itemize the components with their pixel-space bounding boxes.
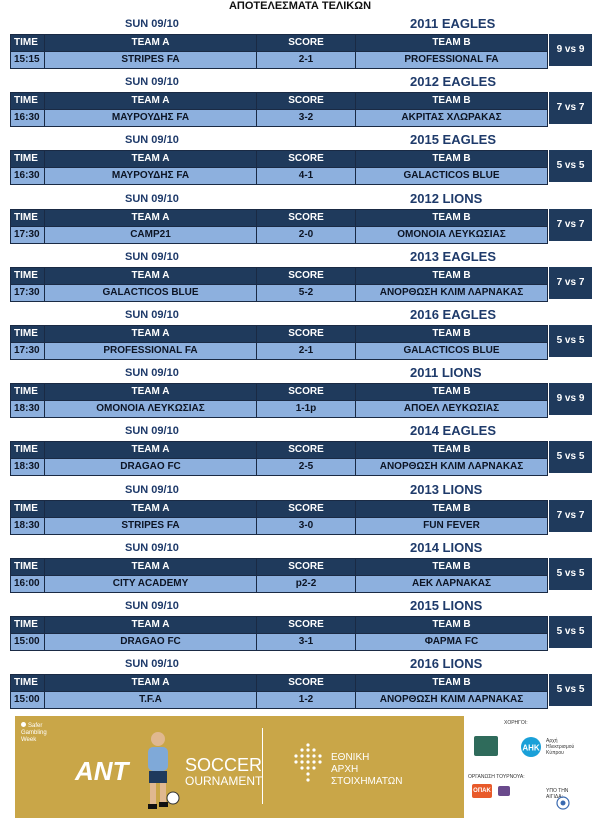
col-team-a-header: TEAM A (45, 93, 257, 110)
sponsors-panel (464, 716, 582, 818)
soccer-player-icon (135, 730, 181, 814)
col-team-b-header: TEAM B (356, 501, 548, 518)
match-category: 2015 LIONS (410, 598, 483, 613)
match-table (10, 616, 548, 651)
match-header (10, 17, 592, 31)
col-time-header: TIME (11, 617, 45, 634)
match-time: 18:30 (11, 401, 45, 418)
match-date: SUN 09/10 (125, 425, 179, 437)
match-category: 2016 LIONS (410, 656, 483, 671)
team-b: ΑΝΟΡΘΩΣΗ ΚΛΙΜ ΛΑΡΝΑΚΑΣ (356, 692, 548, 709)
team-a: ΜΑΥΡΟΥΔΗΣ FA (45, 168, 257, 185)
match-block (10, 191, 592, 241)
match-category: 2013 LIONS (410, 482, 483, 497)
col-team-a-header: TEAM A (45, 210, 257, 227)
match-date: SUN 09/10 (125, 18, 179, 30)
team-a: T.F.A (45, 692, 257, 709)
col-team-b-header: TEAM B (356, 384, 548, 401)
table-header-row (11, 93, 548, 110)
match-time: 18:30 (11, 459, 45, 476)
ahk-logo-icon (520, 736, 542, 758)
match-date: SUN 09/10 (125, 367, 179, 379)
match-header (10, 424, 592, 438)
match-header (10, 483, 592, 497)
col-time-header: TIME (11, 442, 45, 459)
col-team-a-header: TEAM A (45, 559, 257, 576)
match-header (10, 133, 592, 147)
match-format: 7 vs 7 (549, 267, 592, 299)
eaa-logo-icon (290, 742, 326, 786)
match-table (10, 325, 548, 360)
match-block (10, 598, 592, 648)
match-block (10, 423, 592, 473)
match-table (10, 500, 548, 535)
team-b: ΦΑΡΜΑ FC (356, 634, 548, 651)
col-team-b-header: TEAM B (356, 268, 548, 285)
table-header-row (11, 501, 548, 518)
table-row (11, 52, 548, 69)
table-row (11, 459, 548, 476)
match-header (10, 75, 592, 89)
table-row (11, 285, 548, 302)
anti-logo-text: ANT (75, 756, 129, 786)
col-time-header: TIME (11, 384, 45, 401)
team-b: ΟΜΟΝΟΙΑ ΛΕΥΚΩΣΙΑΣ (356, 227, 548, 244)
col-time-header: TIME (11, 559, 45, 576)
table-row (11, 168, 548, 185)
table-header-row (11, 35, 548, 52)
match-score: 2-5 (257, 459, 356, 476)
col-team-b-header: TEAM B (356, 210, 548, 227)
match-header (10, 657, 592, 671)
col-score-header: SCORE (257, 93, 356, 110)
match-format: 7 vs 7 (549, 209, 592, 241)
table-row (11, 401, 548, 418)
match-time: 16:30 (11, 168, 45, 185)
match-block (10, 656, 592, 706)
eaa-line-3: ΣΤΟΙΧΗΜΑΤΩΝ (331, 776, 403, 787)
match-score: 1-2 (257, 692, 356, 709)
match-block (10, 540, 592, 590)
ahk-line-1: Αρχή (546, 738, 558, 744)
col-score-header: SCORE (257, 151, 356, 168)
match-time: 17:30 (11, 227, 45, 244)
col-team-b-header: TEAM B (356, 35, 548, 52)
match-format: 5 vs 5 (549, 674, 592, 706)
match-score: 2-1 (257, 52, 356, 69)
opak-logo: ΟΠΑΚ (472, 784, 492, 798)
footer-banner (15, 716, 582, 818)
match-score: 5-2 (257, 285, 356, 302)
organizer-logo-2 (498, 786, 510, 796)
col-score-header: SCORE (257, 326, 356, 343)
match-score: p2-2 (257, 576, 356, 593)
team-b: ΑΠΟΕΛ ΛΕΥΚΩΣΙΑΣ (356, 401, 548, 418)
col-team-a-header: TEAM A (45, 151, 257, 168)
match-score: 3-0 (257, 518, 356, 535)
col-score-header: SCORE (257, 35, 356, 52)
team-b: ΑΚΡΙΤΑΣ ΧΛΩΡΑΚΑΣ (356, 110, 548, 127)
team-b: PROFESSIONAL FA (356, 52, 548, 69)
eaa-line-1: ΕΘΝΙΚΗ (331, 752, 370, 763)
svg-text:ΑΗΚ: ΑΗΚ (522, 743, 540, 753)
patronage-emblem-icon (556, 796, 570, 810)
organizer-label: ΟΡΓΑΝΩΣΗ ΤΟΥΡΝΟΥΑ: (468, 774, 525, 780)
safer-gambling-icon (21, 722, 26, 727)
team-a: GALACTICOS BLUE (45, 285, 257, 302)
match-time: 16:00 (11, 576, 45, 593)
safer-gambling-text: Safer Gambling Week (21, 723, 47, 743)
table-header-row (11, 617, 548, 634)
table-row (11, 343, 548, 360)
team-b: ΑΝΟΡΘΩΣΗ ΚΛΙΜ ΛΑΡΝΑΚΑΣ (356, 459, 548, 476)
table-row (11, 576, 548, 593)
team-b: GALACTICOS BLUE (356, 343, 548, 360)
team-a: STRIPES FA (45, 52, 257, 69)
match-category: 2011 EAGLES (410, 16, 496, 31)
col-team-b-header: TEAM B (356, 151, 548, 168)
col-team-b-header: TEAM B (356, 559, 548, 576)
sponsors-label: ΧΟΡΗΓΟΙ: (504, 720, 528, 726)
match-table (10, 92, 548, 127)
team-b: ΑΝΟΡΘΩΣΗ ΚΛΙΜ ΛΑΡΝΑΚΑΣ (356, 285, 548, 302)
col-team-a-header: TEAM A (45, 617, 257, 634)
table-row (11, 227, 548, 244)
match-time: 16:30 (11, 110, 45, 127)
table-header-row (11, 326, 548, 343)
table-header-row (11, 442, 548, 459)
ahk-line-3: Κύπρου (546, 750, 564, 756)
match-time: 15:00 (11, 634, 45, 651)
team-b: ΑΕΚ ΛΑΡΝΑΚΑΣ (356, 576, 548, 593)
match-category: 2012 EAGLES (410, 74, 496, 89)
match-block (10, 132, 592, 182)
match-category: 2013 EAGLES (410, 249, 496, 264)
match-date: SUN 09/10 (125, 600, 179, 612)
team-a: PROFESSIONAL FA (45, 343, 257, 360)
match-header (10, 192, 592, 206)
match-date: SUN 09/10 (125, 484, 179, 496)
col-team-a-header: TEAM A (45, 384, 257, 401)
soccer-word: SOCCER (185, 755, 263, 775)
col-score-header: SCORE (257, 210, 356, 227)
col-time-header: TIME (11, 93, 45, 110)
col-score-header: SCORE (257, 617, 356, 634)
match-category: 2012 LIONS (410, 191, 483, 206)
match-block (10, 482, 592, 532)
match-header (10, 541, 592, 555)
match-table (10, 34, 548, 69)
col-team-b-header: TEAM B (356, 675, 548, 692)
match-format: 9 vs 9 (549, 383, 592, 415)
table-header-row (11, 210, 548, 227)
match-table (10, 558, 548, 593)
match-time: 15:00 (11, 692, 45, 709)
table-header-row (11, 151, 548, 168)
table-header-row (11, 559, 548, 576)
match-time: 17:30 (11, 343, 45, 360)
match-score: 3-2 (257, 110, 356, 127)
col-team-a-header: TEAM A (45, 268, 257, 285)
match-block (10, 307, 592, 357)
match-time: 17:30 (11, 285, 45, 302)
col-team-a-header: TEAM A (45, 442, 257, 459)
safer-gambling-badge (21, 722, 61, 744)
col-team-a-header: TEAM A (45, 326, 257, 343)
col-score-header: SCORE (257, 268, 356, 285)
ahk-name (546, 738, 574, 756)
match-category: 2014 EAGLES (410, 423, 496, 438)
tournament-word: OURNAMENT (185, 774, 263, 788)
col-team-a-header: TEAM A (45, 501, 257, 518)
col-score-header: SCORE (257, 442, 356, 459)
col-score-header: SCORE (257, 501, 356, 518)
match-format: 5 vs 5 (549, 325, 592, 357)
match-format: 9 vs 9 (549, 34, 592, 66)
col-team-b-header: TEAM B (356, 93, 548, 110)
match-category: 2015 EAGLES (410, 132, 496, 147)
col-team-b-header: TEAM B (356, 326, 548, 343)
team-a: CAMP21 (45, 227, 257, 244)
match-header (10, 308, 592, 322)
ahk-line-2: Ηλεκτρισμού (546, 744, 575, 750)
match-header (10, 599, 592, 613)
col-time-header: TIME (11, 210, 45, 227)
match-table (10, 674, 548, 709)
table-row (11, 692, 548, 709)
match-table (10, 209, 548, 244)
match-score: 3-1 (257, 634, 356, 651)
match-block (10, 365, 592, 415)
table-header-row (11, 675, 548, 692)
table-row (11, 518, 548, 535)
match-format: 7 vs 7 (549, 92, 592, 124)
match-date: SUN 09/10 (125, 658, 179, 670)
match-category: 2011 LIONS (410, 365, 482, 380)
match-table (10, 267, 548, 302)
match-header (10, 250, 592, 264)
col-time-header: TIME (11, 35, 45, 52)
match-time: 18:30 (11, 518, 45, 535)
match-time: 15:15 (11, 52, 45, 69)
col-score-header: SCORE (257, 559, 356, 576)
col-time-header: TIME (11, 151, 45, 168)
team-b: GALACTICOS BLUE (356, 168, 548, 185)
col-time-header: TIME (11, 268, 45, 285)
match-score: 1-1p (257, 401, 356, 418)
match-category: 2016 EAGLES (410, 307, 496, 322)
table-header-row (11, 268, 548, 285)
match-score: 2-1 (257, 343, 356, 360)
match-date: SUN 09/10 (125, 193, 179, 205)
match-score: 2-0 (257, 227, 356, 244)
team-a: DRAGAO FC (45, 634, 257, 651)
support-label: ΥΠΟ ΤΗΝ ΑΙΓΙΔΑ: (546, 788, 569, 800)
table-header-row (11, 384, 548, 401)
col-score-header: SCORE (257, 675, 356, 692)
match-block (10, 74, 592, 124)
eaa-line-2: ΑΡΧΗ (331, 764, 359, 775)
match-date: SUN 09/10 (125, 76, 179, 88)
col-time-header: TIME (11, 675, 45, 692)
match-table (10, 150, 548, 185)
match-category: 2014 LIONS (410, 540, 483, 555)
col-team-b-header: TEAM B (356, 442, 548, 459)
team-a: DRAGAO FC (45, 459, 257, 476)
team-a: CITY ACADEMY (45, 576, 257, 593)
match-header (10, 366, 592, 380)
match-format: 5 vs 5 (549, 558, 592, 590)
match-format: 5 vs 5 (549, 150, 592, 182)
col-team-a-header: TEAM A (45, 675, 257, 692)
match-date: SUN 09/10 (125, 251, 179, 263)
team-a: ΜΑΥΡΟΥΔΗΣ FA (45, 110, 257, 127)
page-title: ΑΠΟΤΕΛΕΣΜΑΤΑ ΤΕΛΙΚΩΝ (228, 0, 372, 12)
col-score-header: SCORE (257, 384, 356, 401)
match-table (10, 441, 548, 476)
team-a: STRIPES FA (45, 518, 257, 535)
col-team-b-header: TEAM B (356, 617, 548, 634)
match-table (10, 383, 548, 418)
col-time-header: TIME (11, 326, 45, 343)
sponsor-logo-1 (474, 736, 498, 756)
table-row (11, 634, 548, 651)
match-format: 7 vs 7 (549, 500, 592, 532)
match-block (10, 16, 592, 66)
team-b: FUN FEVER (356, 518, 548, 535)
footer-divider (262, 728, 263, 804)
match-date: SUN 09/10 (125, 542, 179, 554)
match-date: SUN 09/10 (125, 134, 179, 146)
match-block (10, 249, 592, 299)
match-date: SUN 09/10 (125, 309, 179, 321)
match-score: 4-1 (257, 168, 356, 185)
col-team-a-header: TEAM A (45, 35, 257, 52)
col-time-header: TIME (11, 501, 45, 518)
team-a: ΟΜΟΝΟΙΑ ΛΕΥΚΩΣΙΑΣ (45, 401, 257, 418)
match-format: 5 vs 5 (549, 616, 592, 648)
match-format: 5 vs 5 (549, 441, 592, 473)
table-row (11, 110, 548, 127)
eaa-name (331, 752, 451, 788)
